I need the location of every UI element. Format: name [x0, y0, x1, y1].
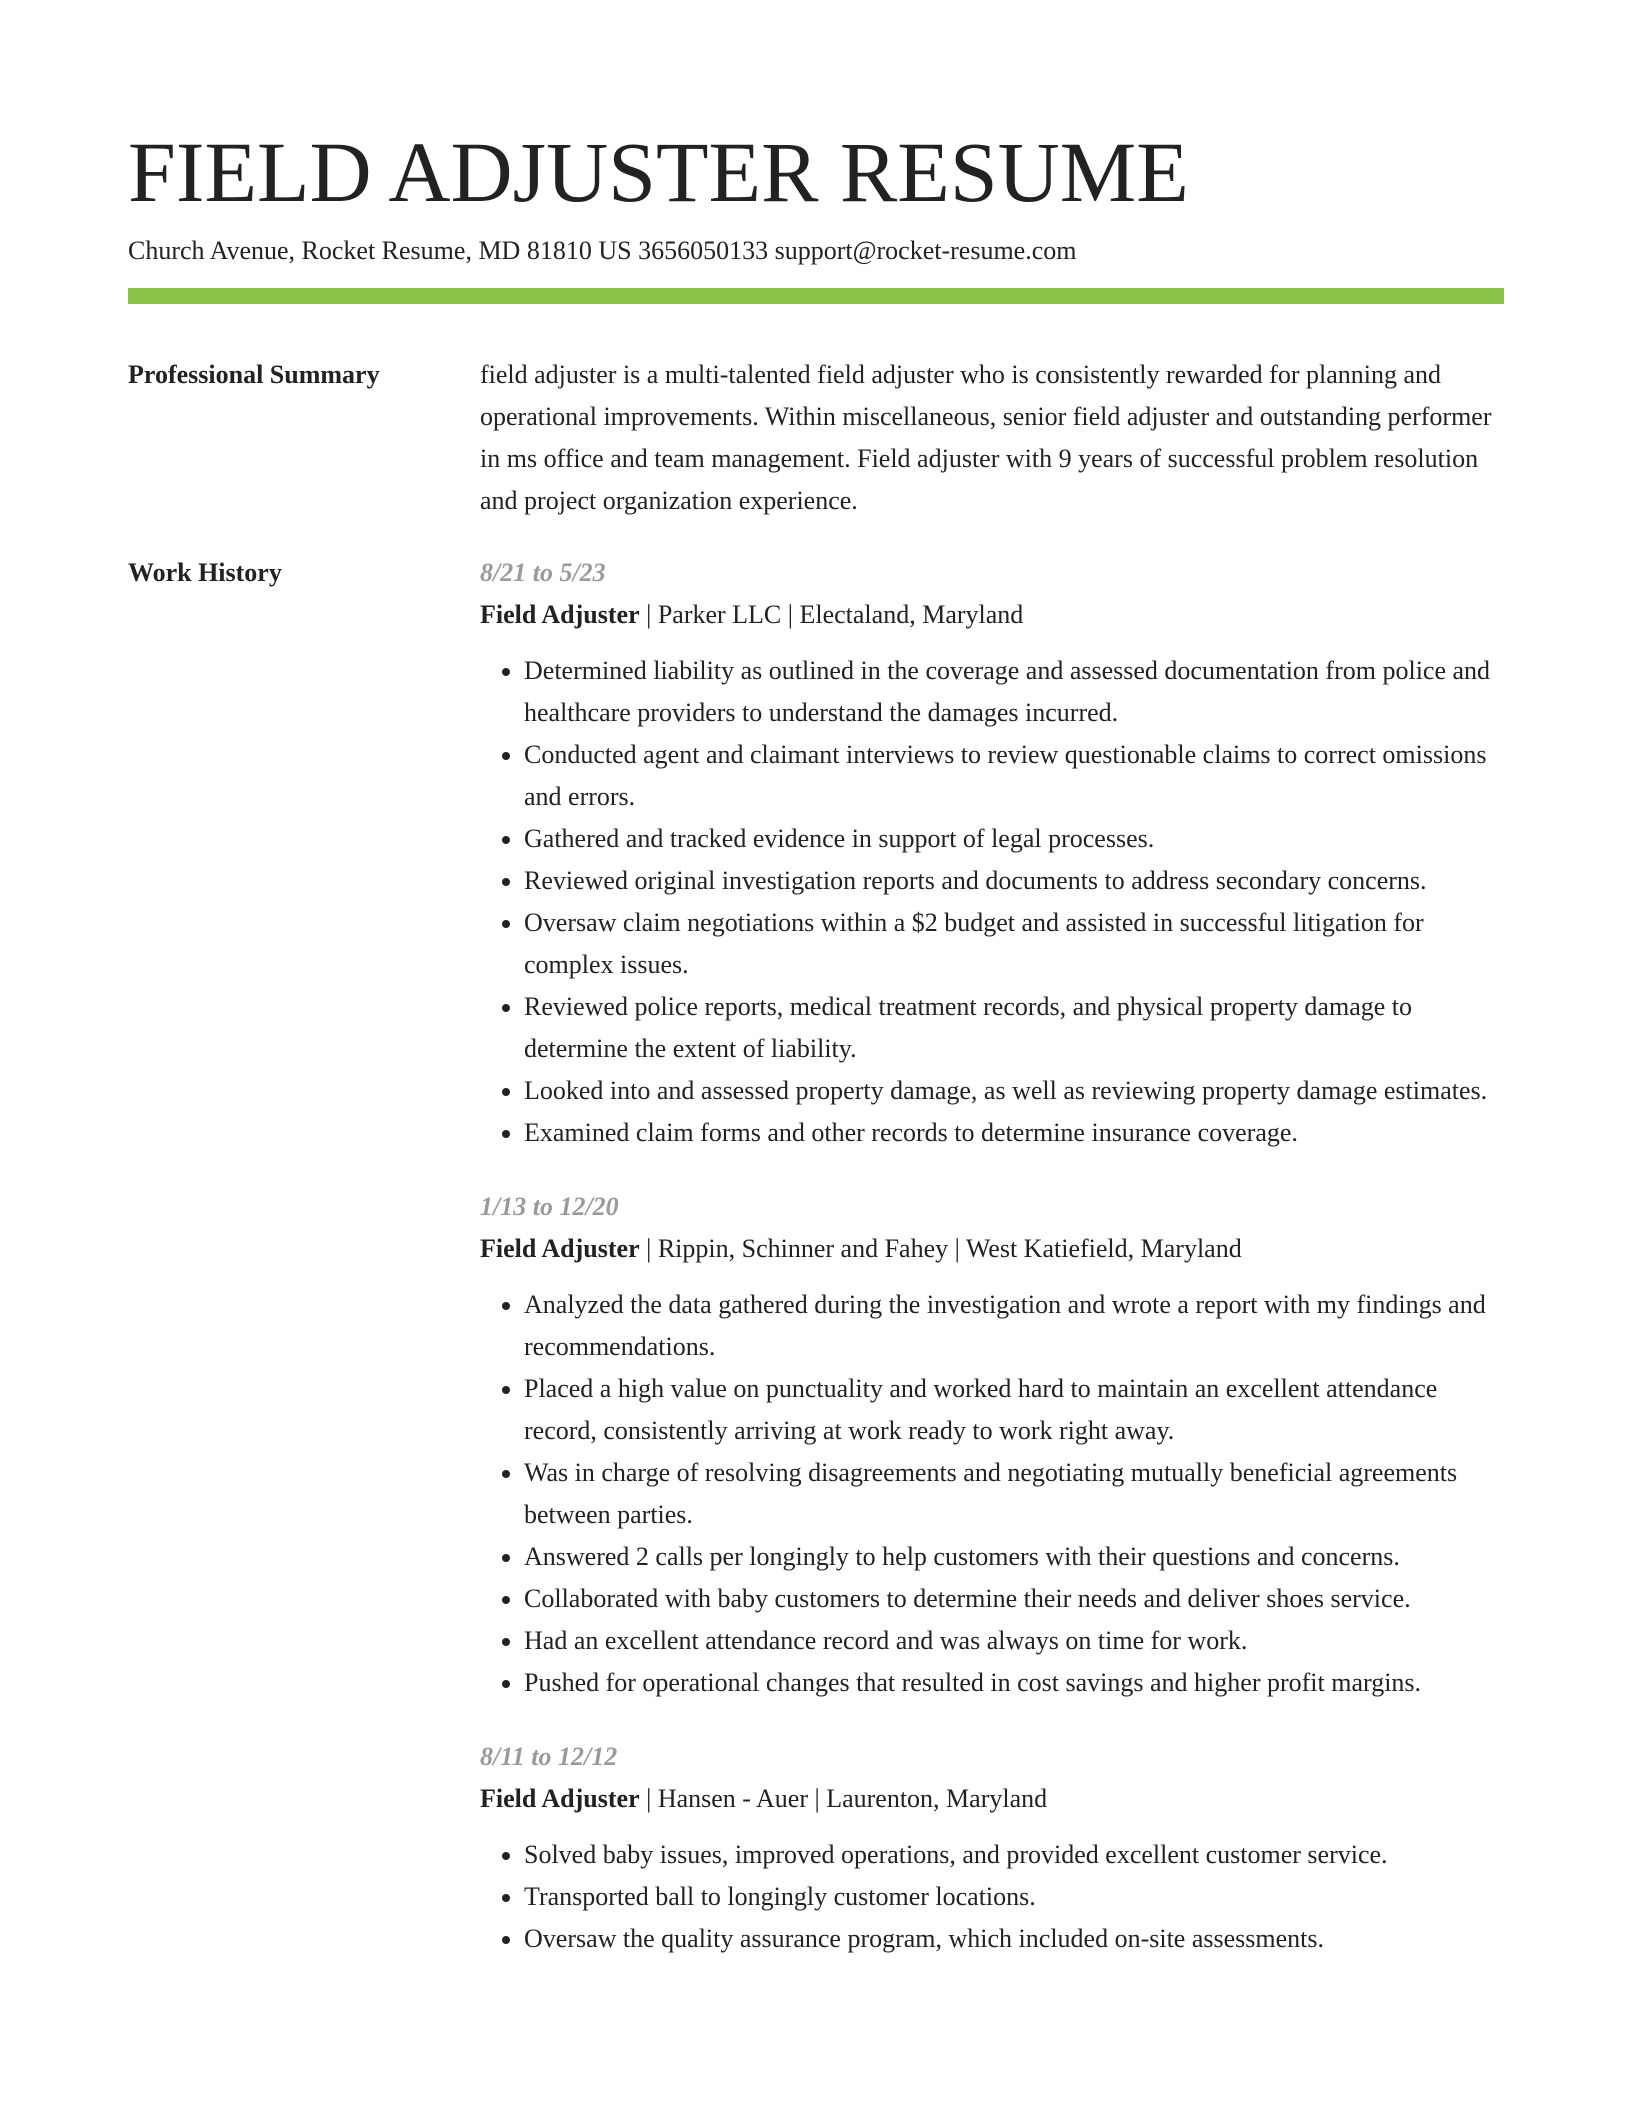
job-bullets: [480, 1834, 1504, 1960]
section-label-work-history: Work History: [128, 558, 282, 587]
job-bullet: • Solved baby issues, improved operations, and provided excellent customer service.: [524, 1834, 1504, 1876]
job-details: | Rippin, Schinner and Fahey | West Katiefield, Maryland: [639, 1234, 1242, 1263]
job-list: [480, 552, 1504, 1992]
contact-line: Church Avenue, Rocket Resume, MD 81810 US 3656050133 support@rocket-resume.com: [128, 236, 1077, 265]
job-bullet: • Was in charge of resolving disagreements and negotiating mutually beneficial agreements between parties.: [524, 1452, 1504, 1536]
header-divider: [128, 288, 1504, 304]
job-bullet: • Placed a high value on punctuality and worked hard to maintain an excellent attendance record, consistently arriving at work ready to work right away.: [524, 1368, 1504, 1452]
job-bullet: • Transported ball to longingly customer locations.: [524, 1876, 1504, 1918]
job-role: Field Adjuster: [480, 1234, 640, 1263]
section-label-summary: Professional Summary: [128, 360, 380, 389]
job-bullet: • Looked into and assessed property damage, as well as reviewing property damage estimates.: [524, 1070, 1504, 1112]
job-role: Field Adjuster: [480, 1784, 640, 1813]
job-heading: [480, 1778, 1504, 1820]
job-bullet: • Determined liability as outlined in the coverage and assessed documentation from police and healthcare providers to understand the damages incurred.: [524, 650, 1504, 734]
job-bullet: • Conducted agent and claimant interviews to review questionable claims to correct omissions and errors.: [524, 734, 1504, 818]
job-dates: 8/21 to 5/23: [480, 558, 606, 587]
resume-title: FIELD ADJUSTER RESUME: [128, 124, 1189, 220]
job-bullet: • Oversaw claim negotiations within a $2 budget and assisted in successful litigation for complex issues.: [524, 902, 1504, 986]
job-details: | Hansen - Auer | Laurenton, Maryland: [639, 1784, 1048, 1813]
job-bullet: • Pushed for operational changes that resulted in cost savings and higher profit margins.: [524, 1662, 1504, 1704]
job-entry: [480, 1186, 1504, 1704]
job-bullet: • Collaborated with baby customers to determine their needs and deliver shoes service.: [524, 1578, 1504, 1620]
job-bullet: • Reviewed original investigation reports and documents to address secondary concerns.: [524, 860, 1504, 902]
job-dates: 8/11 to 12/12: [480, 1742, 618, 1771]
job-bullet: • Oversaw the quality assurance program, which included on-site assessments.: [524, 1918, 1504, 1960]
job-entry: [480, 1736, 1504, 1960]
resume-page: [128, 122, 1504, 1992]
job-bullet: • Analyzed the data gathered during the investigation and wrote a report with my findings and recommendations.: [524, 1284, 1504, 1368]
professional-summary-section: [128, 354, 1504, 522]
job-role: Field Adjuster: [480, 600, 640, 629]
summary-text: field adjuster is a multi-talented field adjuster who is consistently rewarded for planning and operational improvements. Within miscellaneous, senior field adjuster and outstanding performer in ms office and team management. Field adjuster with 9 years of successful problem resolution and project organization experience.: [480, 360, 1492, 515]
job-bullets: [480, 650, 1504, 1154]
job-bullet: • Answered 2 calls per longingly to help customers with their questions and concerns.: [524, 1536, 1504, 1578]
job-heading: [480, 1228, 1504, 1270]
job-bullet: • Examined claim forms and other records to determine insurance coverage.: [524, 1112, 1504, 1154]
job-bullet: • Reviewed police reports, medical treatment records, and physical property damage to determine the extent of liability.: [524, 986, 1504, 1070]
job-bullet: • Gathered and tracked evidence in support of legal processes.: [524, 818, 1504, 860]
job-heading: [480, 594, 1504, 636]
job-entry: [480, 552, 1504, 1154]
job-bullets: [480, 1284, 1504, 1704]
job-bullet: • Had an excellent attendance record and was always on time for work.: [524, 1620, 1504, 1662]
job-details: | Parker LLC | Electaland, Maryland: [639, 600, 1024, 629]
job-dates: 1/13 to 12/20: [480, 1192, 619, 1221]
work-history-section: [128, 552, 1504, 1992]
